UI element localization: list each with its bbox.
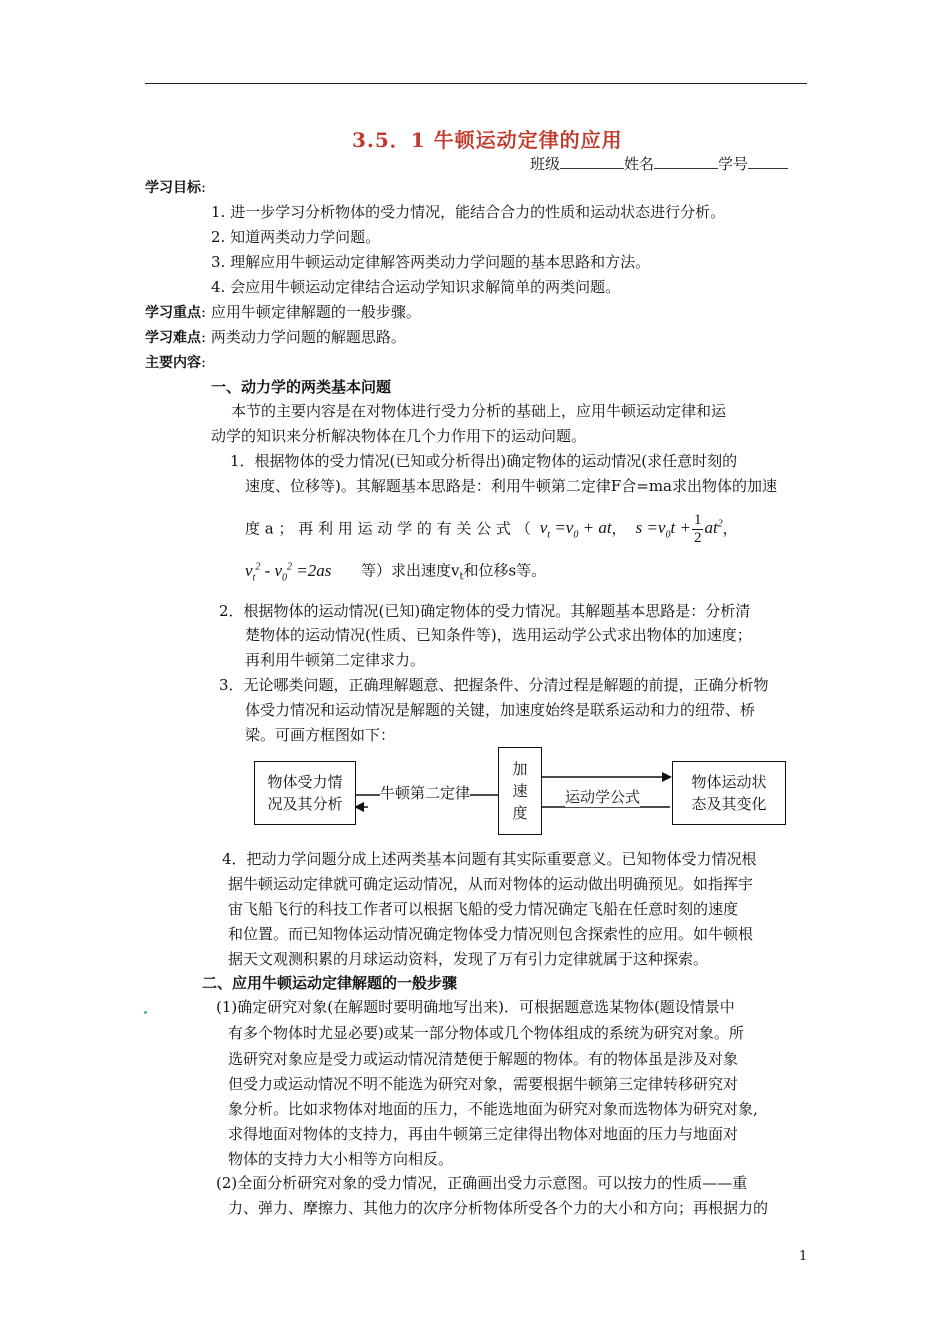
goal-item: 3. 理解应用牛顿运动定律解答两类动力学问题的基本思路和方法。 bbox=[211, 253, 651, 271]
name-blank bbox=[654, 154, 718, 169]
item3-line: 体受力情况和运动情况是解题的关键，加速度始终是联系运动和力的纽带、桥 bbox=[245, 701, 756, 719]
velocity-formula: $v_t =v_0$ + at bbox=[535, 518, 612, 541]
item1-line3: 度 a ； 再 利 用 运 动 学 的 有 关 公 式 （ $v_t =v_0$ + at， $s =v_0t$ + $\frac{1}{2}$ $at^2$， bbox=[245, 512, 738, 546]
item1-line: 速度、位移等)。其解题基本思路是：利用牛顿第二定律F合=ma求出物体的加速 bbox=[245, 477, 777, 495]
content-heading-line: 主要内容: bbox=[145, 353, 207, 371]
focus-text: : 应用牛顿定律解题的一般步骤。 bbox=[201, 303, 421, 321]
item4-line: 宙飞船飞行的科技工作者可以根据飞船的受力情况确定飞船在任意时刻的速度 bbox=[228, 900, 739, 918]
focus-heading: 学习重点 bbox=[145, 305, 201, 321]
force-analysis-box: 物体受力情 况及其分析 bbox=[254, 761, 356, 825]
marker-dot bbox=[144, 1011, 147, 1014]
item4-line: 据牛顿运动定律就可确定运动情况，从而对物体的运动做出明确预见。如指挥宇 bbox=[228, 875, 754, 893]
student-info bbox=[530, 153, 788, 174]
step1-line: 物体的支持力大小相等方向相反。 bbox=[228, 1150, 454, 1168]
difficulty-text: : 两类动力学问题的解题思路。 bbox=[201, 328, 406, 346]
page-number: 1 bbox=[799, 1249, 808, 1264]
step2-line: (2)全面分析研究对象的受力情况，正确画出受力示意图。可以按力的性质——重 bbox=[216, 1174, 748, 1192]
item4-line: 据天文观测积累的月球运动资料，发现了万有引力定律就属于这种探索。 bbox=[228, 950, 709, 968]
acceleration-box: 加 速 度 bbox=[498, 747, 542, 835]
page-title: 3.5．1 牛顿运动定律的应用 bbox=[352, 128, 623, 152]
step1-line: 求得地面对物体的支持力，再由牛顿第三定律得出物体对地面的压力与地面对 bbox=[228, 1125, 739, 1143]
goal-item: 4. 会应用牛顿运动定律结合运动学知识求解简单的两类问题。 bbox=[211, 278, 621, 296]
step1-line: (1)确定研究对象(在解题时要明确地写出来)．可根据题意选某物体(题设情景中 bbox=[216, 998, 735, 1016]
difficulty-line bbox=[145, 326, 406, 349]
step1-line: 但受力或运动情况不明不能选为研究对象，需要根据牛顿第三定律转移研究对 bbox=[228, 1075, 739, 1093]
section2-heading: 二、应用牛顿运动定律解题的一般步骤 bbox=[202, 974, 458, 992]
focus-line bbox=[145, 301, 421, 324]
goal-item: 1. 进一步学习分析物体的受力情况，能结合合力的性质和运动状态进行分析。 bbox=[211, 203, 726, 221]
difficulty-heading: 学习难点 bbox=[145, 330, 201, 346]
class-label: 班级 bbox=[530, 155, 561, 173]
item3-line: 3．无论哪类问题，正确理解题意、把握条件、分清过程是解题的前提，正确分析物 bbox=[219, 676, 769, 694]
step1-line: 象分析。比如求物体对地面的压力，不能选地面为研究对象而选物体为研究对象, bbox=[228, 1100, 758, 1118]
class-blank bbox=[560, 154, 624, 169]
item2-line: 楚物体的运动情况(性质、已知条件等)，选用运动学公式求出物体的加速度； bbox=[245, 626, 752, 644]
content-heading: 主要内容 bbox=[145, 355, 201, 371]
section1-heading: 一、动力学的两类基本问题 bbox=[211, 378, 392, 396]
goals-heading-line: 学习目标: bbox=[145, 178, 207, 196]
velocity-displacement-formula: $v_t^2 - v_0^2 =2as$ bbox=[245, 560, 332, 584]
displacement-formula: $s =v_0t$ + $\frac{1}{2}$ $at^2$ bbox=[631, 512, 723, 546]
item3-line: 梁。可画方框图如下： bbox=[245, 726, 396, 744]
step1-line: 有多个物体时尤显必要)或某一部分物体或几个物体组成的系统为研究对象。所 bbox=[228, 1024, 744, 1042]
step2-line: 力、弹力、摩擦力、其他力的次序分析物体所受各个力的大小和方向；再根据力的 bbox=[228, 1199, 769, 1217]
item4-line: 和位置。而已知物体运动情况确定物体受力情况则包含探索性的应用。如牛顿根 bbox=[228, 925, 754, 943]
item1-line4: $v_t^2 - v_0^2 =2as$ 等）求出速度$v_t$和位移s等。 bbox=[245, 560, 547, 584]
name-label: 姓名 bbox=[624, 155, 655, 173]
section1-intro: 本节的主要内容是在对物体进行受力分析的基础上，应用牛顿运动定律和运 bbox=[231, 402, 727, 420]
item2-line: 2．根据物体的运动情况(已知)确定物体的受力情况。其解题基本思路是：分析清 bbox=[219, 602, 751, 620]
goals-heading: 学习目标 bbox=[145, 180, 201, 196]
motion-state-box: 物体运动状 态及其变化 bbox=[672, 761, 786, 825]
section1-intro: 动学的知识来分析解决物体在几个力作用下的运动问题。 bbox=[211, 427, 587, 445]
item1-line: 1．根据物体的受力情况(已知或分析得出)确定物体的运动情况(求任意时刻的 bbox=[230, 452, 738, 470]
kinematics-label: 运动学公式 bbox=[565, 788, 641, 806]
number-blank bbox=[748, 154, 788, 169]
header-rule bbox=[145, 83, 807, 84]
item2-line: 再利用牛顿第二定律求力。 bbox=[245, 651, 426, 669]
number-label: 学号 bbox=[718, 155, 749, 173]
goal-item: 2. 知道两类动力学问题。 bbox=[211, 228, 381, 246]
newton-second-law-label: 牛顿第二定律 bbox=[380, 784, 471, 802]
item4-line: 4．把动力学问题分成上述两类基本问题有其实际重要意义。已知物体受力情况根 bbox=[222, 850, 757, 868]
step1-line: 选研究对象应是受力或运动情况清楚便于解题的物体。有的物体虽是涉及对象 bbox=[228, 1050, 739, 1068]
